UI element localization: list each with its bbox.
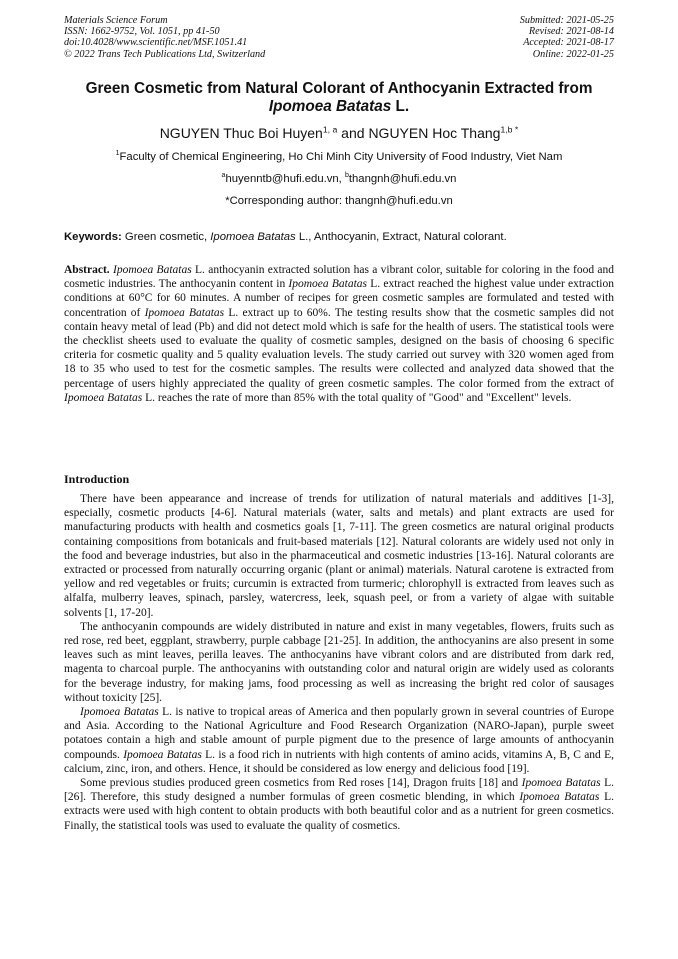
affiliation-sup: 1 [115,150,120,158]
intro-p4-species-2: Ipomoea Batatas [519,791,600,804]
intro-p4-text-2: L. [26]. Therefore, this study designed a number formulas of green cosmetic blending, in which [64,777,614,804]
submitted-date: Submitted: 2021-05-25 [519,15,614,26]
abstract-paragraph [64,263,614,405]
intro-paragraph-1: There have been appearance and increase of trends for utilization of natural materials and additives [1-3], especially, cosmetic products [4-6]. Natural materials (water, salts and metals) and plant extracts are used for manufacturing products with health and cosmetics goals [1, 7-11]. The green cosmetics are natural original products containing compositions from botanicals and fruit-based materials [12]. Natural colorants are widely used not only in the food and beverage industries, but also in the pharmaceutical and cosmetic industries [13-16]. Natural colorants are extracted or processed from naturally occurring organic (plant or animal) materials. Natural carotene is extracted from yellow and red vegetables or fruits; curcumin is extracted from turmeric; chlorophyll is extracted from leaves such as alfalfa, mulberry leaves, spinach, parsley, watercress, leek, squash peel, or from a variety of algae with suitable solvents [1, 17-20]. [64,493,614,619]
abstract-text-3: L. extract up to 60%. The testing results show that the cosmetic samples did not contain heavy metal of lead (Pb) and did not detect mold which is safe for the health of users. The statistical tools were the checklist sheets used to evaluate the quality of cosmetic samples, designed on the basis of choosing 6 specific criteria for cosmetic quality and 5 quality evaluation levels. The study carried out survey with 320 women aged from 18 to 35 who used to test for the cosmetic samples. The results were collected and analyzed data showed that the percentage of users highly appreciated the quality of green cosmetic samples. The color formed from the extract of [64,306,614,390]
intro-p3-text-1: L. is native to tropical areas of America and then popularly grown in several countries of Europe and Asia. According to the National Agriculture and Food Research Organization (NARO-Japan), purple sweet potatoes contain a high and stable amount of purple pigment due to the presence of large amounts of anthocyanin compounds. [64,706,614,761]
email-b: thangnh@hufi.edu.vn [348,173,457,185]
author-2: NGUYEN Hoc Thang [368,125,501,141]
intro-p4-text-3: L. extracts were used with high content to obtain products with both beautiful color and as a nutrient for green cosmetics. Finally, the statistical tools was used to evaluate the quality of cosmetics. [64,791,614,832]
keywords-species: Ipomoea Batatas [210,231,296,243]
introduction-body [64,492,614,833]
intro-p3-species-2: Ipomoea Batatas [123,748,202,761]
intro-p4-species-1: Ipomoea Batatas [521,777,601,790]
author-2-sup: 1,b * [500,124,519,135]
intro-p3-species-1: Ipomoea Batatas [80,706,159,719]
keywords-label: Keywords: [64,231,122,243]
introduction-heading: Introduction [64,472,130,486]
abstract-text-4: L. reaches the rate of more than 85% with the total quality of "Good" and "Excellent" levels. [142,391,572,404]
intro-paragraph-3 [64,705,614,776]
intro-p3-text-2: L. is a food rich in nutrients with high contents of amino acids, vitamins A, B, C and E, calcium, zinc, iron, and others. Hence, it should be considered as low energy and delicious food [19]. [64,748,614,775]
author-1-sup: 1, a [322,124,338,135]
title-line-1: Green Cosmetic from Natural Colorant of Anthocyanin Extracted from [85,80,593,97]
email-b-sup: b [344,172,349,180]
keywords [64,230,614,244]
intro-paragraph-4 [64,776,614,833]
author-and: and [337,125,369,141]
email-a: huyenntb@hufi.edu.vn, [225,173,345,185]
keywords-text-1: Green cosmetic, [121,231,211,243]
keywords-text-2: L., Anthocyanin, Extract, Natural colorant. [295,231,507,243]
abstract-text-1: L. anthocyanin extracted solution has a vibrant color, suitable for coloring in the food and cosmetic industries. The anthocyanin content in [64,264,614,291]
email-a-sup: a [221,172,226,180]
journal-name: Materials Science Forum [64,15,168,26]
journal-header-right [520,15,614,60]
abstract-species-1: Ipomoea Batatas [113,264,192,276]
author-list [64,124,614,142]
issn-line: ISSN: 1662-9752, Vol. 1051, pp 41-50 [64,26,220,38]
affiliation [64,150,614,164]
title-line-2 [64,98,614,116]
intro-paragraph-2: The anthocyanin compounds are widely distributed in nature and exist in many vegetables, flowers, fruits such as red rose, red beet, eggplant, strawberry, purple cabbage [21-25]. In addition, the anthocyanins are also present in some leaves such as mint leaves, perilla leaves. The anthocyanins have vibrant colors and are distributed from dark red, magenta to charcoal purple. The anthocyanins with outstanding color and natural origin are widely used as colorants for the beverage industry, for making jams, food processing as well as increasing the bright red color of sausages without toxicity [25]. [64,620,614,704]
author-1: NGUYEN Thuc Boi Huyen [159,125,323,141]
journal-header-left [64,15,265,60]
accepted-date: Accepted: 2021-08-17 [523,37,614,49]
affiliation-text: Faculty of Chemical Engineering, Ho Chi Minh City University of Food Industry, Viet Nam [119,151,563,163]
copyright-line: © 2022 Trans Tech Publications Ltd, Switzerland [64,48,266,60]
abstract-species-4: Ipomoea Batatas [64,391,143,404]
title-suffix: L. [391,98,410,115]
title-species: Ipomoea Batatas [268,98,392,115]
abstract-species-2: Ipomoea Batatas [288,278,368,291]
abstract-text-2: L. extract reached the highest value under extraction conditions at 60°C for 60 minutes. A number of recipes for green cosmetic samples are formulated and tested with concentration of [64,278,614,319]
corresponding-author: *Corresponding author: thangnh@hufi.edu.vn [225,195,453,207]
abstract [64,263,614,405]
author-emails [64,172,614,186]
doi-line: doi:10.4028/www.scientific.net/MSF.1051.41 [64,37,248,49]
online-date: Online: 2022-01-25 [532,48,614,60]
revised-date: Revised: 2021-08-14 [528,26,614,38]
abstract-species-3: Ipomoea Batatas [144,306,225,319]
intro-p4-text-1: Some previous studies produced green cosmetics from Red roses [14], Dragon fruits [18] and [80,777,522,790]
paper-title [64,80,614,116]
abstract-label: Abstract. [64,264,110,276]
